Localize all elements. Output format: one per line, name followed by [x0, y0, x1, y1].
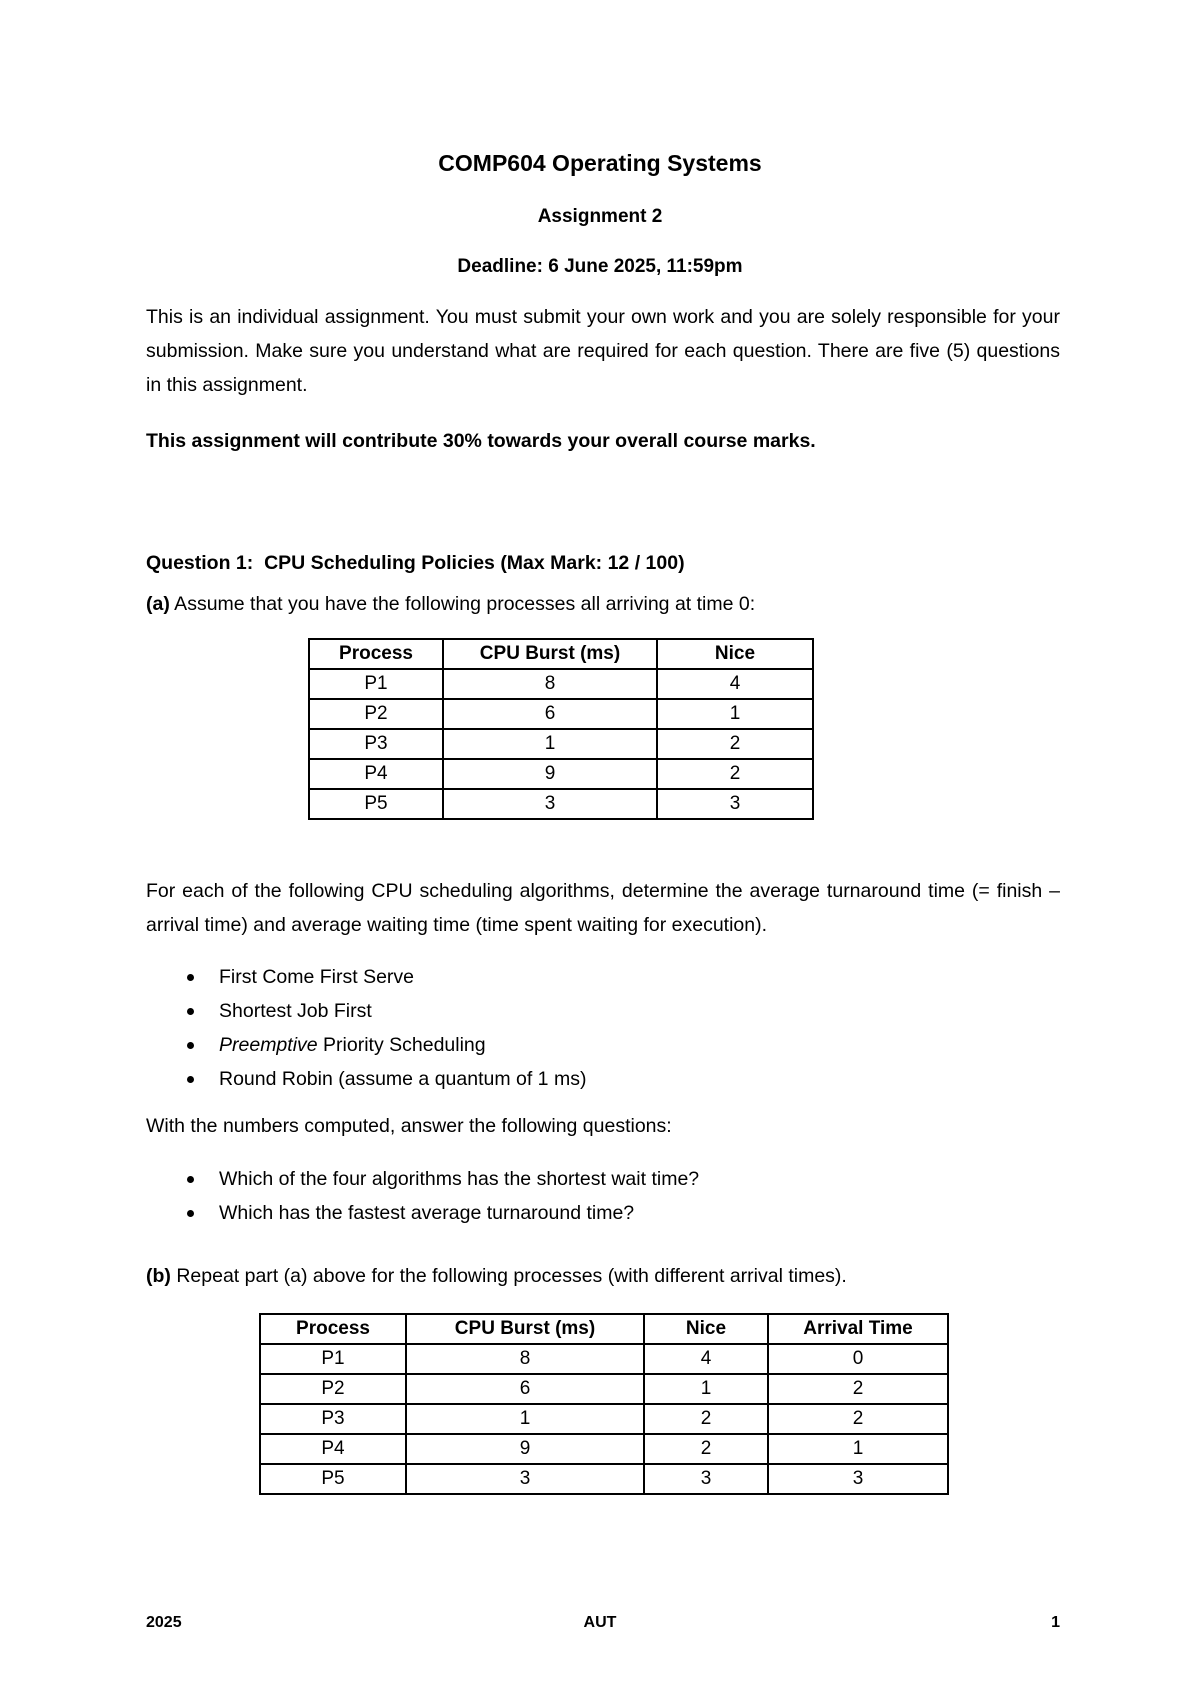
list-item-text: Which has the fastest average turnaround time? [219, 1202, 635, 1224]
part-a-label: (a) [146, 593, 170, 615]
table-cell: P5 [260, 1464, 406, 1494]
table-row [260, 1344, 948, 1374]
table-cell: 2 [768, 1374, 948, 1404]
deadline: Deadline: 6 June 2025, 11:59pm [457, 256, 743, 277]
bullet-icon [187, 1076, 194, 1083]
algorithm-list [146, 960, 586, 1096]
list-item-text: Shortest Job First [219, 1000, 372, 1022]
table-cell: 1 [657, 699, 813, 729]
column-header: Arrival Time [768, 1314, 948, 1344]
table-header-row [309, 639, 813, 669]
table-cell: 3 [443, 789, 657, 819]
table-cell: 2 [644, 1434, 768, 1464]
table-cell: 2 [644, 1404, 768, 1434]
table-row [260, 1374, 948, 1404]
list-item [146, 1062, 586, 1096]
list-item-text: Priority Scheduling [317, 1034, 486, 1056]
bullet-icon [187, 1008, 194, 1015]
part-b-text [146, 1259, 1060, 1293]
table-cell: 3 [644, 1464, 768, 1494]
table-row [309, 729, 813, 759]
table-cell: 8 [443, 669, 657, 699]
document-title: COMP604 Operating Systems [438, 150, 762, 176]
process-table-a [308, 638, 814, 820]
list-item [146, 1162, 699, 1196]
column-header: CPU Burst (ms) [406, 1314, 644, 1344]
table-cell: 1 [406, 1404, 644, 1434]
table-header-row [260, 1314, 948, 1344]
list-item-emphasis: Preemptive [219, 1034, 318, 1056]
table-row [309, 699, 813, 729]
table-cell: 0 [768, 1344, 948, 1374]
table-cell: 8 [406, 1344, 644, 1374]
list-item [146, 1196, 699, 1230]
list-item-text: Round Robin (assume a quantum of 1 ms) [219, 1068, 587, 1090]
part-a-body: Assume that you have the following processes all arriving at time 0: [169, 593, 756, 615]
table-row [260, 1434, 948, 1464]
assignment-number: Assignment 2 [537, 206, 663, 227]
table-row [260, 1404, 948, 1434]
list-item-text: First Come First Serve [219, 966, 415, 988]
table-cell: 1 [768, 1434, 948, 1464]
table-cell: 1 [644, 1374, 768, 1404]
bullet-icon [187, 1210, 194, 1217]
list-item [146, 1028, 586, 1062]
table-cell: P5 [309, 789, 443, 819]
table-cell: P1 [260, 1344, 406, 1374]
part-b-body: Repeat part (a) above for the following processes (with different arrival times). [170, 1265, 847, 1287]
follow-up-intro: With the numbers computed, answer the following questions: [146, 1115, 672, 1137]
table-cell: P4 [309, 759, 443, 789]
table-cell: 3 [657, 789, 813, 819]
table-cell: 4 [644, 1344, 768, 1374]
table-row [260, 1464, 948, 1494]
bullet-icon [187, 974, 194, 981]
column-header: Nice [657, 639, 813, 669]
bullet-icon [187, 1176, 194, 1183]
question-list [146, 1162, 699, 1230]
contribution-note: This assignment will contribute 30% towards your overall course marks. [146, 430, 816, 452]
table-cell: 2 [768, 1404, 948, 1434]
table-cell: P2 [260, 1374, 406, 1404]
table-cell: 2 [657, 729, 813, 759]
question-1-heading: Question 1: CPU Scheduling Policies (Max Mark: 12 / 100) [146, 552, 685, 574]
table-cell: 3 [406, 1464, 644, 1494]
table-cell: P2 [309, 699, 443, 729]
part-a-text [146, 587, 1060, 621]
list-item [146, 994, 586, 1028]
column-header: Process [260, 1314, 406, 1344]
column-header: Process [309, 639, 443, 669]
table-cell: 4 [657, 669, 813, 699]
table-cell: 6 [406, 1374, 644, 1404]
footer-page-number: 1 [1051, 1614, 1060, 1631]
list-item-text: Which of the four algorithms has the shortest wait time? [219, 1168, 700, 1190]
table-row [309, 669, 813, 699]
footer-institution: AUT [583, 1614, 617, 1631]
instruction-paragraph: For each of the following CPU scheduling algorithms, determine the average turnaround time (= finish – arrival time) and average waiting time (time spent waiting for execution). [146, 880, 1060, 936]
table-cell: P1 [309, 669, 443, 699]
intro-paragraph: This is an individual assignment. You must submit your own work and you are solely responsible for your submission. Make sure you understand what are required for each question. There are five (5) questions in this assignment. [146, 306, 1060, 396]
footer-year: 2025 [146, 1614, 182, 1631]
column-header: CPU Burst (ms) [443, 639, 657, 669]
process-table-b [259, 1313, 949, 1495]
bullet-icon [187, 1042, 194, 1049]
table-cell: P4 [260, 1434, 406, 1464]
table-row [309, 789, 813, 819]
table-cell: 2 [657, 759, 813, 789]
column-header: Nice [644, 1314, 768, 1344]
table-cell: 9 [406, 1434, 644, 1464]
table-cell: 9 [443, 759, 657, 789]
part-b-label: (b) [146, 1265, 171, 1287]
table-cell: P3 [260, 1404, 406, 1434]
table-row [309, 759, 813, 789]
table-cell: 6 [443, 699, 657, 729]
list-item [146, 960, 586, 994]
table-cell: 1 [443, 729, 657, 759]
table-cell: 3 [768, 1464, 948, 1494]
table-cell: P3 [309, 729, 443, 759]
